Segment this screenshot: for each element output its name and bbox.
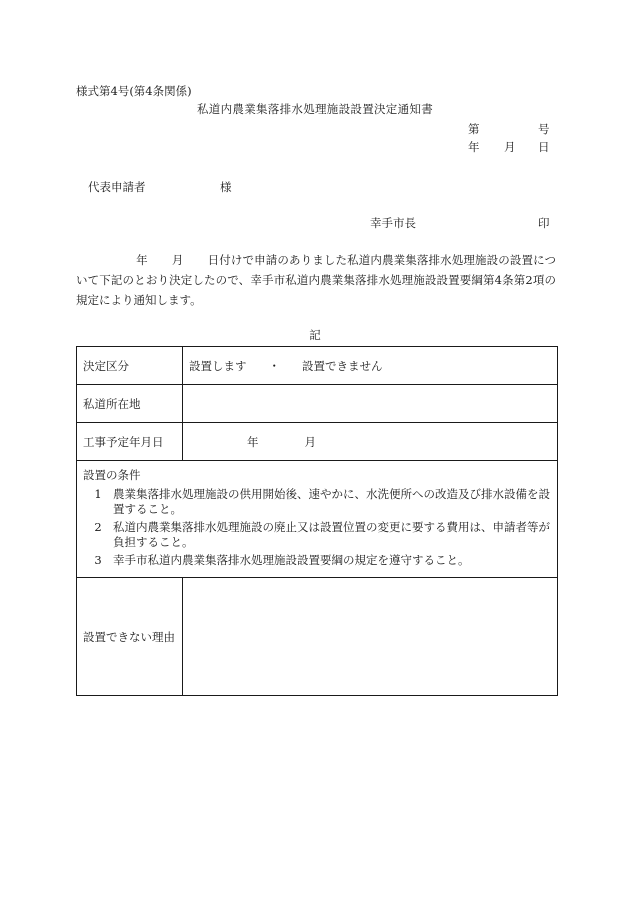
- applicant-honorific: 様: [220, 180, 232, 194]
- form-number: 様式第4号(第4条関係): [76, 84, 192, 98]
- condition-item: [83, 553, 551, 568]
- ki-heading: 記: [309, 328, 321, 342]
- condition-text: 私道内農業集落排水処理施設の廃止又は設置位置の変更に要する費用は、申請者等が負担すること。: [113, 520, 550, 549]
- body-text: 日付けで申請のありました私道内農業集落排水処理施設の設置について下記のとおり決定したので、幸手市私道内農業集落排水処理施設設置要綱第4条第2項の規定により通知します。: [76, 253, 556, 307]
- table-row-schedule: [77, 423, 558, 461]
- decision-table: [76, 346, 558, 696]
- document-number-prefix: 第: [468, 122, 480, 136]
- schedule-year-label: 年: [247, 434, 259, 449]
- reason-label: 設置できない理由: [77, 578, 183, 696]
- condition-item: [83, 487, 551, 517]
- schedule-label: 工事予定年月日: [77, 423, 183, 461]
- document-title: 私道内農業集落排水処理施設設置決定通知書: [197, 102, 433, 116]
- body-month-label: 月: [171, 253, 184, 267]
- date-month-label: 月: [504, 140, 516, 154]
- decision-separator: ・: [268, 358, 280, 373]
- table-row-decision: [77, 347, 558, 385]
- decision-options: [183, 347, 558, 385]
- schedule-value[interactable]: [183, 423, 558, 461]
- date-day-label: 日: [538, 140, 550, 154]
- condition-item: [83, 520, 551, 550]
- condition-number: 2: [94, 520, 102, 534]
- table-row-location: [77, 385, 558, 423]
- schedule-month-label: 月: [304, 434, 316, 449]
- location-value[interactable]: [183, 385, 558, 423]
- decision-label: 決定区分: [77, 347, 183, 385]
- conditions-title: 設置の条件: [83, 468, 141, 482]
- issuer-name: 幸手市長: [370, 216, 416, 230]
- condition-text: 農業集落排水処理施設の供用開始後、速やかに、水洗便所への改造及び排水設備を設置すること。: [113, 487, 550, 516]
- location-label: 私道所在地: [77, 385, 183, 423]
- conditions-cell: [77, 461, 558, 578]
- decision-option-no[interactable]: 設置できません: [302, 358, 383, 373]
- table-row-conditions: [77, 461, 558, 578]
- table-row-reason: [77, 578, 558, 696]
- issuer-seal: 印: [538, 216, 550, 230]
- body-year-label: 年: [136, 253, 148, 267]
- date-year-label: 年: [468, 140, 480, 154]
- condition-text: 幸手市私道内農業集落排水処理施設設置要綱の規定を遵守すること。: [113, 553, 470, 567]
- reason-value[interactable]: [183, 578, 558, 696]
- condition-number: 3: [94, 553, 102, 567]
- condition-number: 1: [94, 487, 102, 501]
- notice-body: [76, 250, 556, 310]
- decision-option-yes[interactable]: 設置します: [189, 358, 247, 373]
- applicant-label: 代表申請者: [88, 180, 146, 194]
- document-number-suffix: 号: [538, 122, 550, 136]
